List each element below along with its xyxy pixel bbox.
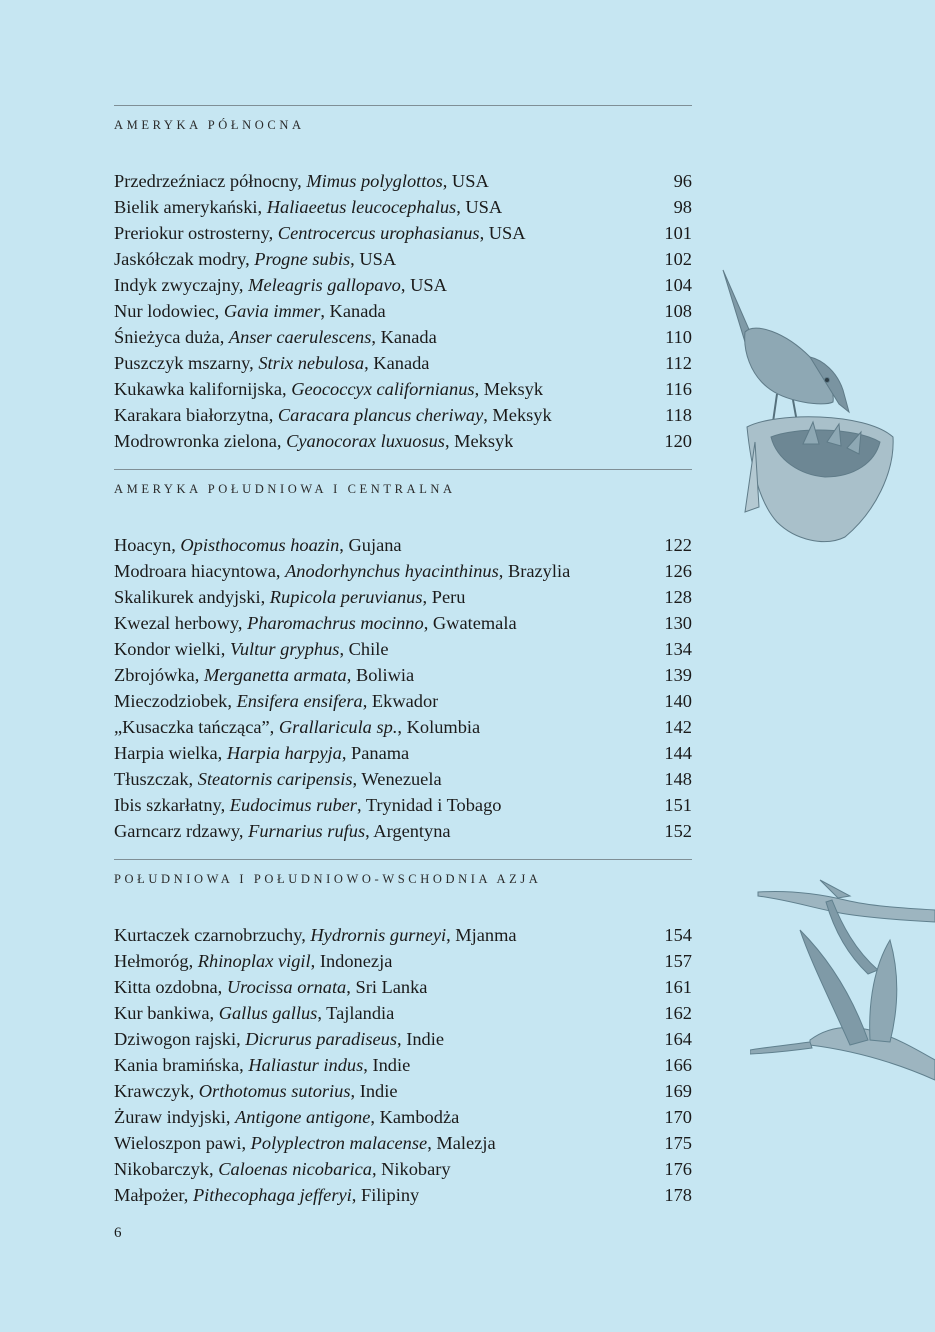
latin-name: Anodorhynchus hyacinthinus: [285, 561, 499, 581]
page-ref: 166: [664, 1055, 692, 1075]
section-divider: [114, 469, 692, 470]
toc-entry: [114, 922, 692, 948]
page-ref: 148: [664, 769, 692, 789]
common-name: Śnieżyca duża,: [114, 327, 229, 347]
toc-entry-title: [114, 1182, 419, 1208]
toc-entry-title: [114, 402, 552, 428]
section-divider: [114, 105, 692, 106]
country: , USA: [350, 249, 397, 269]
latin-name: Hydrornis gurneyi: [310, 925, 447, 945]
common-name: Kwezal herbowy,: [114, 613, 248, 633]
common-name: Dziwogon rajski,: [114, 1029, 246, 1049]
page-ref: 169: [664, 1081, 692, 1101]
toc-entry: [114, 428, 692, 454]
toc-entry: [114, 168, 692, 194]
toc-entry: [114, 1078, 692, 1104]
country: , Indie: [363, 1055, 411, 1075]
page-ref: 130: [664, 613, 692, 633]
toc-entry-title: [114, 1104, 459, 1130]
common-name: Nikobarczyk,: [114, 1159, 219, 1179]
latin-name: Caracara plancus cheriway: [277, 405, 484, 425]
toc-entry: [114, 194, 692, 220]
latin-name: Rupicola peruvianus: [269, 587, 423, 607]
toc-entry-title: [114, 818, 451, 844]
latin-name: Centrocercus urophasianus: [277, 223, 480, 243]
page-ref: 116: [665, 379, 692, 399]
page-ref: 162: [664, 1003, 692, 1023]
toc-entry: [114, 246, 692, 272]
toc-entry: [114, 610, 692, 636]
latin-name: Antigone antigone: [235, 1107, 371, 1127]
page-ref: 112: [665, 353, 692, 373]
toc-entry: [114, 298, 692, 324]
page-ref: 110: [665, 327, 692, 347]
common-name: Zbrojówka,: [114, 665, 204, 685]
latin-name: Cyanocorax luxuosus: [286, 431, 445, 451]
country: , Sri Lanka: [346, 977, 428, 997]
toc-entry: [114, 532, 692, 558]
common-name: Modroara hiacyntowa,: [114, 561, 286, 581]
country: , Kolumbia: [397, 717, 481, 737]
page-ref: 175: [664, 1133, 692, 1153]
country: , Ekwador: [362, 691, 439, 711]
toc-entry: [114, 1130, 692, 1156]
common-name: Garncarz rdzawy,: [114, 821, 249, 841]
page-ref: 101: [664, 223, 692, 243]
country: , Chile: [339, 639, 389, 659]
toc-entry: [114, 766, 692, 792]
common-name: Indyk zwyczajny,: [114, 275, 249, 295]
toc-entry-title: [114, 272, 447, 298]
country: , USA: [479, 223, 526, 243]
toc-entry-title: [114, 558, 570, 584]
country: , Nikobary: [371, 1159, 451, 1179]
toc-entry-title: [114, 636, 389, 662]
common-name: Kitta ozdobna,: [114, 977, 227, 997]
latin-name: Urocissa ornata: [226, 977, 347, 997]
page-ref: 102: [664, 249, 692, 269]
common-name: Harpia wielka,: [114, 743, 227, 763]
country: , Indie: [397, 1029, 444, 1049]
page-ref: 96: [673, 171, 692, 191]
common-name: Mieczodziobek,: [114, 691, 237, 711]
latin-name: Pithecophaga jefferyi: [192, 1185, 352, 1205]
bird-nest-illustration: [715, 262, 905, 562]
toc-entry-title: [114, 168, 489, 194]
section-south-central-america: [114, 469, 692, 844]
common-name: Preriokur ostrosterny,: [114, 223, 278, 243]
latin-name: Polyplectron malacense: [250, 1133, 428, 1153]
page-ref: 176: [664, 1159, 692, 1179]
toc-entry: [114, 1000, 692, 1026]
common-name: Karakara białorzytna,: [114, 405, 278, 425]
page-ref: 98: [673, 197, 692, 217]
toc-entry: [114, 1156, 692, 1182]
flying-birds-illustration: [750, 870, 935, 1210]
toc-entry-title: [114, 194, 502, 220]
latin-name: Steatornis caripensis: [197, 769, 353, 789]
toc-entry: [114, 272, 692, 298]
common-name: Nur lodowiec,: [114, 301, 224, 321]
country: , USA: [400, 275, 447, 295]
toc-entry-title: [114, 610, 517, 636]
common-name: Kondor wielki,: [114, 639, 230, 659]
toc-entry-title: [114, 662, 414, 688]
section-north-america: [114, 105, 692, 454]
country: , Kanada: [371, 327, 437, 347]
latin-name: Rhinoplax vigil: [197, 951, 311, 971]
toc-entry: [114, 740, 692, 766]
latin-name: Pharomachrus mocinno: [247, 613, 424, 633]
latin-name: Mimus polyglottos: [306, 171, 443, 191]
page-number: 6: [114, 1225, 122, 1241]
toc-entry: [114, 662, 692, 688]
section-divider: [114, 859, 692, 860]
country: , USA: [442, 171, 489, 191]
toc-entry: [114, 636, 692, 662]
section-heading: POŁUDNIOWA I POŁUDNIOWO-WSCHODNIA AZJA: [114, 872, 542, 886]
page-ref: 122: [664, 535, 692, 555]
latin-name: Caloenas nicobarica: [218, 1159, 372, 1179]
toc-entry-title: [114, 376, 543, 402]
country: , Filipiny: [351, 1185, 420, 1205]
latin-name: Grallaricula sp.: [278, 717, 398, 737]
latin-name: Gavia immer: [223, 301, 321, 321]
section-heading: AMERYKA POŁUDNIOWA I CENTRALNA: [114, 482, 456, 496]
toc-entry-title: [114, 350, 429, 376]
page-ref: 170: [664, 1107, 692, 1127]
latin-name: Vultur gryphus: [229, 639, 340, 659]
country: , Peru: [422, 587, 466, 607]
toc-entry: [114, 558, 692, 584]
section-heading: AMERYKA PÓŁNOCNA: [114, 118, 305, 132]
country: , Meksyk: [483, 405, 552, 425]
toc-entry: [114, 584, 692, 610]
toc-entry: [114, 402, 692, 428]
latin-name: Furnarius rufus: [248, 821, 366, 841]
latin-name: Gallus gallus: [218, 1003, 318, 1023]
toc-entry: [114, 376, 692, 402]
toc-entry-title: [114, 584, 465, 610]
toc-entry-title: [114, 428, 513, 454]
page-ref: 142: [664, 717, 692, 737]
entry-list: [114, 532, 692, 844]
page-ref: 154: [664, 925, 692, 945]
toc-entry: [114, 974, 692, 1000]
toc-entry-title: [114, 1078, 398, 1104]
toc-entry-title: [114, 220, 526, 246]
toc-entry: [114, 1104, 692, 1130]
common-name: Bielik amerykański,: [114, 197, 267, 217]
common-name: „Kusaczka tańcząca”,: [114, 717, 279, 737]
country: , Boliwia: [346, 665, 415, 685]
latin-name: Geococcyx californianus: [291, 379, 475, 399]
common-name: Ibis szkarłatny,: [114, 795, 230, 815]
country: , Kambodża: [370, 1107, 460, 1127]
latin-name: Harpia harpyja: [226, 743, 342, 763]
latin-name: Anser caerulescens: [228, 327, 372, 347]
toc-entry-title: [114, 298, 386, 324]
common-name: Krawczyk,: [114, 1081, 199, 1101]
page-ref: 178: [664, 1185, 692, 1205]
common-name: Hełmoróg,: [114, 951, 198, 971]
toc-entry-title: [114, 714, 480, 740]
common-name: Skalikurek andyjski,: [114, 587, 270, 607]
country: , Meksyk: [474, 379, 544, 399]
page-ref: 144: [664, 743, 692, 763]
country: , Gujana: [339, 535, 402, 555]
toc-entry-title: [114, 974, 427, 1000]
page-ref: 126: [664, 561, 692, 581]
country: , Argentyna: [365, 821, 451, 841]
page-ref: 108: [664, 301, 692, 321]
toc-entry: [114, 350, 692, 376]
country: , Tajlandia: [317, 1003, 395, 1023]
latin-name: Eudocimus ruber: [229, 795, 357, 815]
toc-entry: [114, 714, 692, 740]
toc-entry: [114, 220, 692, 246]
toc-entry-title: [114, 688, 438, 714]
toc-entry: [114, 324, 692, 350]
common-name: Żuraw indyjski,: [114, 1107, 236, 1127]
toc-entry: [114, 948, 692, 974]
country: , Kanada: [364, 353, 430, 373]
toc-entry: [114, 688, 692, 714]
page-ref: 139: [664, 665, 692, 685]
page-ref: 128: [664, 587, 692, 607]
page-ref: 152: [664, 821, 692, 841]
page-ref: 151: [664, 795, 692, 815]
section-south-southeast-asia: [114, 859, 692, 1208]
toc-entry-title: [114, 922, 517, 948]
country: , Gwatemala: [423, 613, 517, 633]
country: , Brazylia: [498, 561, 571, 581]
country: , Malezja: [427, 1133, 496, 1153]
toc-entry-title: [114, 324, 437, 350]
toc-entry: [114, 818, 692, 844]
toc-entry-title: [114, 948, 392, 974]
latin-name: Dicrurus paradiseus: [245, 1029, 398, 1049]
common-name: Puszczyk mszarny,: [114, 353, 259, 373]
latin-name: Orthotomus sutorius: [198, 1081, 351, 1101]
page-ref: 118: [665, 405, 692, 425]
entry-list: [114, 168, 692, 454]
toc-entry-title: [114, 1156, 451, 1182]
toc-entry-title: [114, 1026, 444, 1052]
latin-name: Haliaeetus leucocephalus: [266, 197, 457, 217]
toc-entry: [114, 1052, 692, 1078]
page-ref: 134: [664, 639, 692, 659]
common-name: Przedrzeźniacz północny,: [114, 171, 307, 191]
latin-name: Strix nebulosa: [258, 353, 365, 373]
entry-list: [114, 922, 692, 1208]
common-name: Wieloszpon pawi,: [114, 1133, 251, 1153]
common-name: Tłuszczak,: [114, 769, 198, 789]
latin-name: Opisthocomus hoazin: [180, 535, 340, 555]
page-ref: 161: [664, 977, 692, 997]
page-ref: 157: [664, 951, 692, 971]
toc-entry-title: [114, 246, 396, 272]
toc-entry-title: [114, 532, 402, 558]
toc-entry: [114, 1182, 692, 1208]
toc-entry-title: [114, 1000, 394, 1026]
toc-entry: [114, 792, 692, 818]
common-name: Kur bankiwa,: [114, 1003, 219, 1023]
common-name: Hoacyn,: [114, 535, 181, 555]
toc-entry: [114, 1026, 692, 1052]
country: , Panama: [341, 743, 410, 763]
country: , Trynidad i Tobago: [356, 795, 502, 815]
latin-name: Haliastur indus: [248, 1055, 364, 1075]
toc-entry-title: [114, 766, 442, 792]
country: , Indonezja: [310, 951, 393, 971]
latin-name: Ensifera ensifera: [236, 691, 363, 711]
country: , Mjanma: [446, 925, 517, 945]
latin-name: Progne subis: [254, 249, 351, 269]
country: , USA: [456, 197, 503, 217]
common-name: Jaskółczak modry,: [114, 249, 255, 269]
country: , Wenezuela: [352, 769, 442, 789]
page-ref: 104: [664, 275, 692, 295]
common-name: Kania bramińska,: [114, 1055, 249, 1075]
country: , Meksyk: [444, 431, 514, 451]
toc-entry-title: [114, 1052, 410, 1078]
page-ref: 140: [664, 691, 692, 711]
page-ref: 164: [664, 1029, 692, 1049]
toc-entry-title: [114, 792, 501, 818]
common-name: Modrowronka zielona,: [114, 431, 287, 451]
country: , Kanada: [320, 301, 386, 321]
toc-entry-title: [114, 1130, 496, 1156]
page-ref: 120: [664, 431, 692, 451]
latin-name: Merganetta armata: [203, 665, 347, 685]
latin-name: Meleagris gallopavo: [248, 275, 401, 295]
country: , Indie: [350, 1081, 398, 1101]
common-name: Małpożer,: [114, 1185, 193, 1205]
common-name: Kurtaczek czarnobrzuchy,: [114, 925, 311, 945]
toc-entry-title: [114, 740, 409, 766]
common-name: Kukawka kalifornijska,: [114, 379, 292, 399]
